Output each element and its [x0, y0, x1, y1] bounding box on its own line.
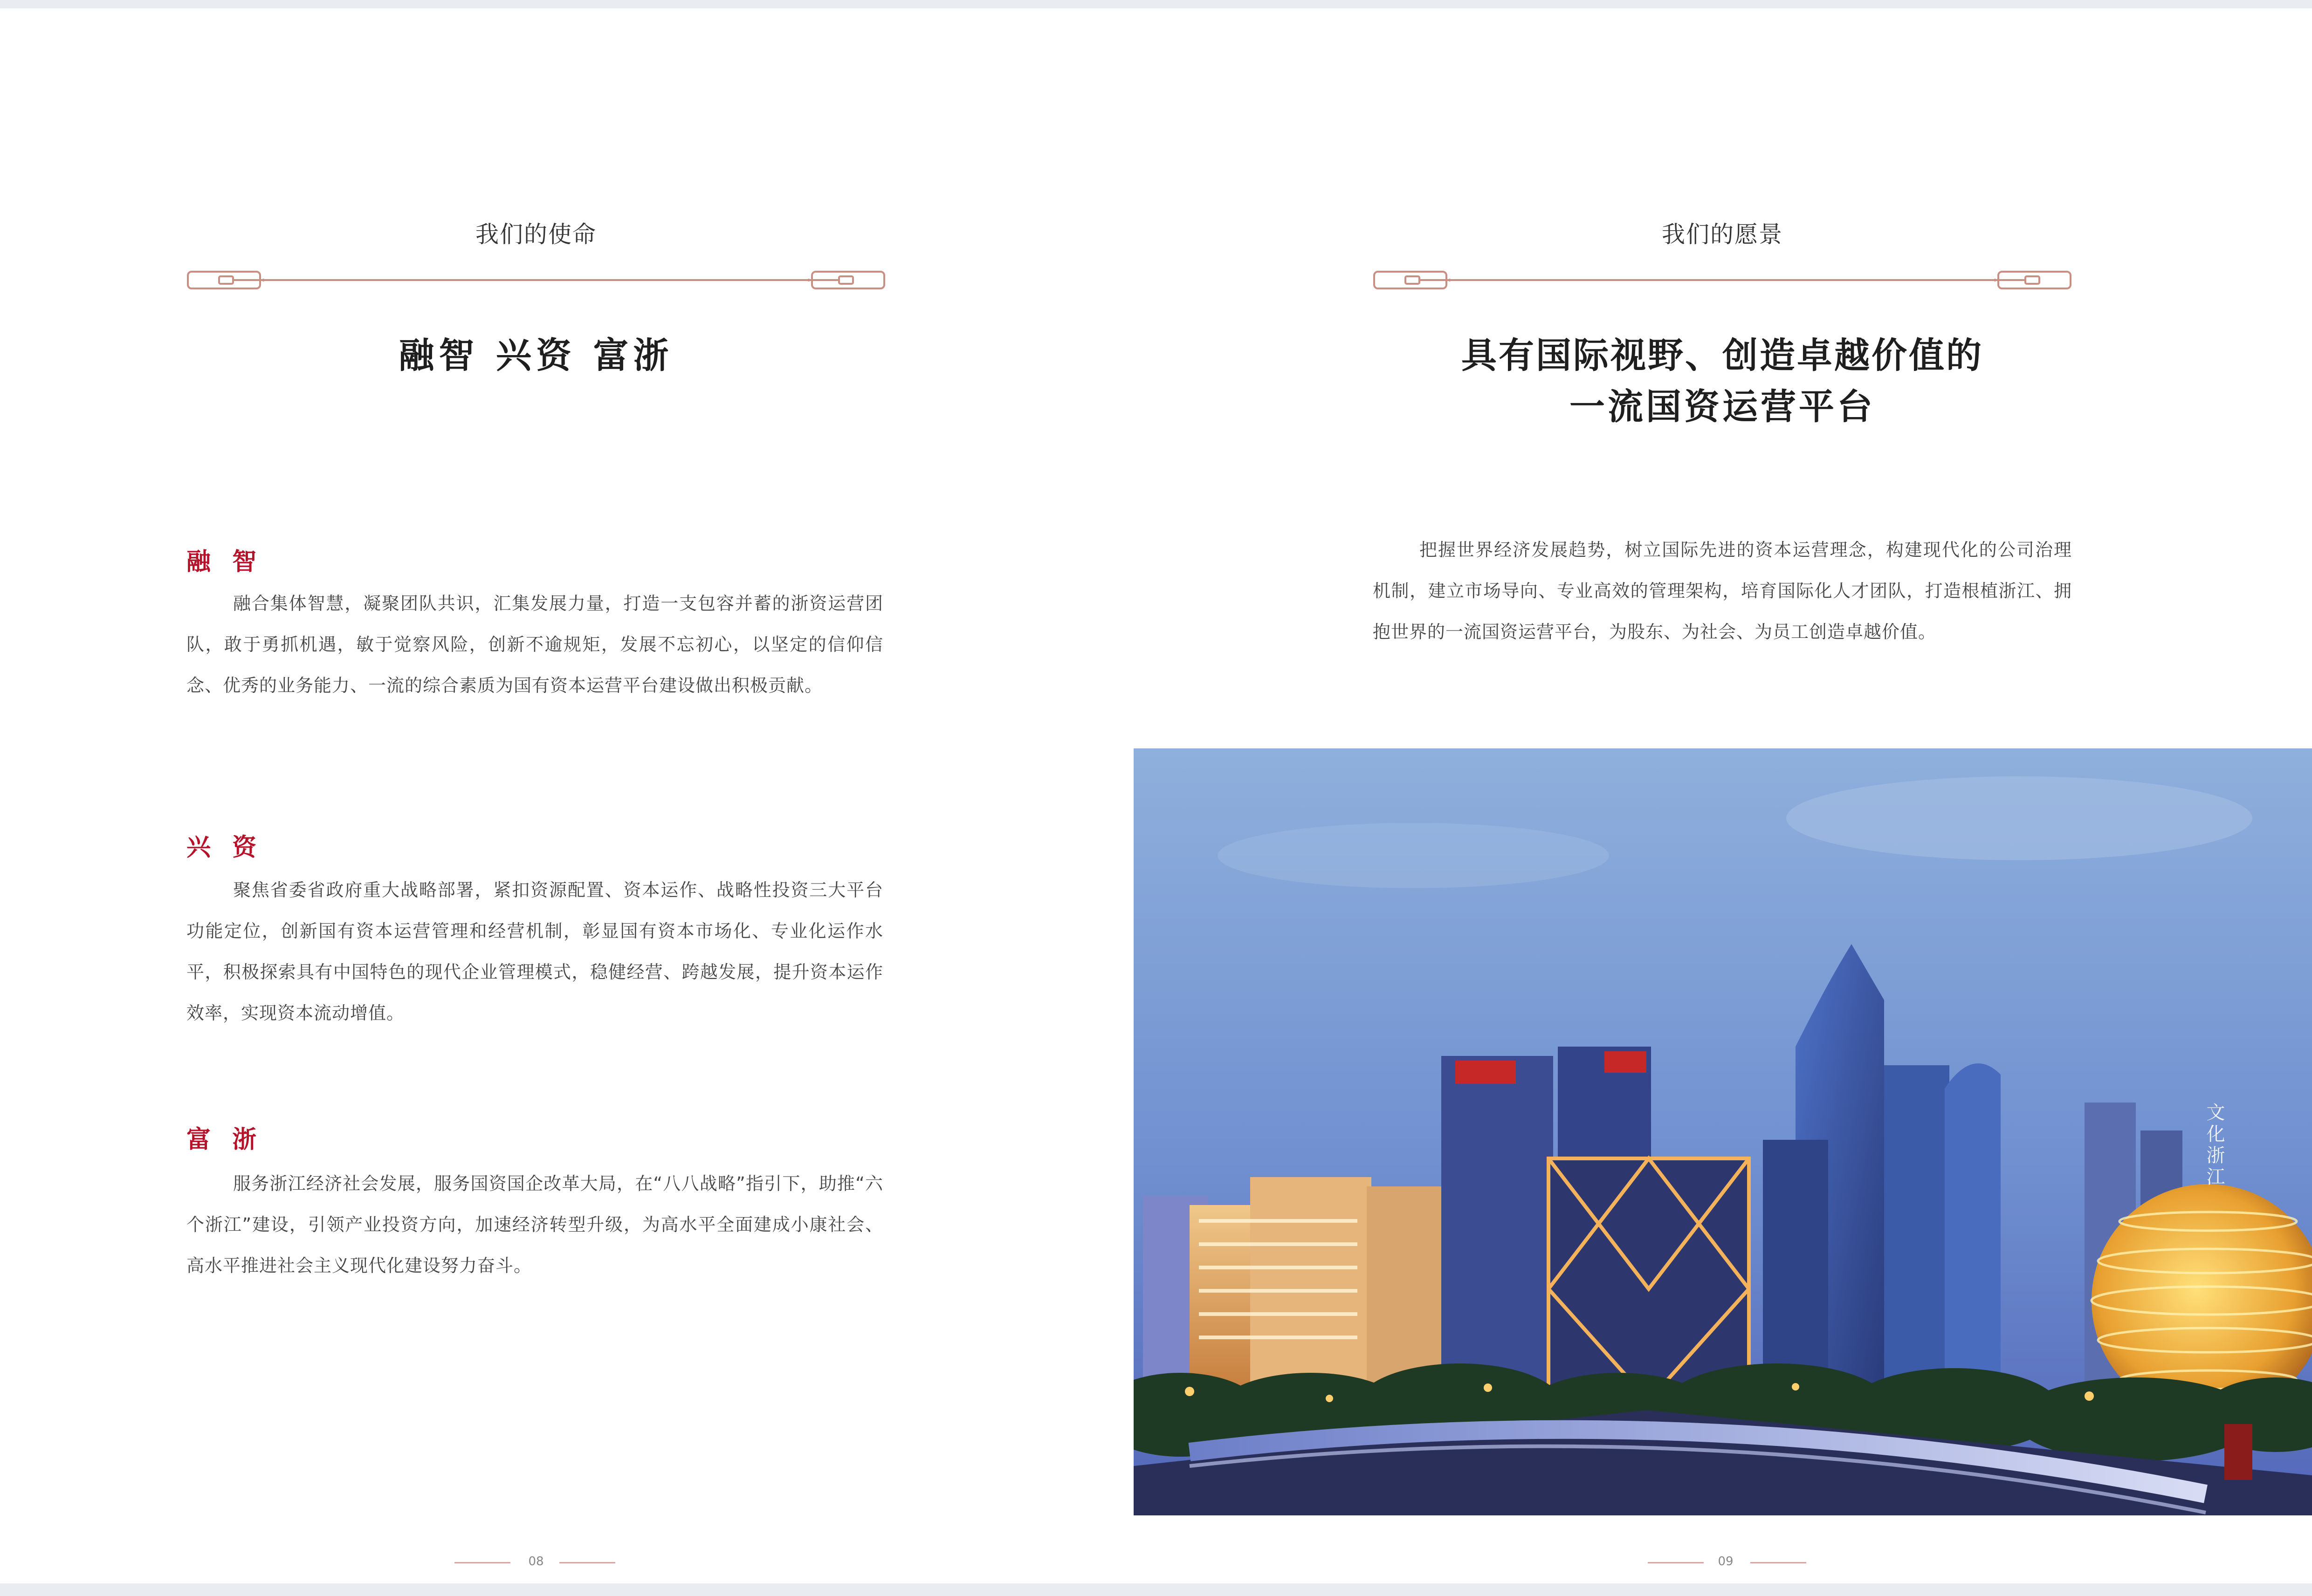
page-number-rule-left	[454, 1562, 510, 1563]
page-number-right: 09	[1718, 1555, 1734, 1569]
page-number-left: 08	[528, 1555, 544, 1569]
vision-divider	[1373, 266, 2072, 294]
mission-label: 我们的使命	[475, 221, 597, 248]
section-text-rongzhi: 融合集体智慧，凝聚团队共识，汇集发展力量，打造一支包容并蓄的浙资运营团队，敢于勇抓机遇，敏于觉察风险，创新不逾规矩，发展不忘初心，以坚定的信仰信念、优秀的业务能力、一流的综合素质为国有资本运营平台建设做出积极贡献。	[186, 593, 883, 696]
hangzhou-skyline-photo	[1134, 748, 2312, 1515]
section-title-fuzhe: 富 浙	[186, 1126, 263, 1154]
brochure-spread	[0, 8, 2312, 1583]
vision-headline-line2: 一流国资运营平台	[1569, 386, 1875, 427]
photo-caption: 文化浙江	[2203, 1103, 2225, 1188]
section-text-xingzi: 聚焦省委省政府重大战略部署，紧扣资源配置、资本运作、战略性投资三大平台功能定位，创新国有资本运营管理和经营机制，彰显国有资本市场化、专业化运作水平，积极探索具有中国特色的现代企业管理模式，稳健经营、跨越发展，提升资本运作效率，实现资本流动增值。	[186, 880, 883, 1023]
section-text-fuzhe: 服务浙江经济社会发展，服务国资国企改革大局，在“八八战略”指引下，助推“六个浙江”建设，引领产业投资方向，加速经济转型升级，为高水平全面建成小康社会、高水平推进社会主义现代化建设努力奋斗。	[186, 1173, 883, 1276]
section-title-rongzhi: 融 智	[186, 548, 263, 576]
vision-headline-line1: 具有国际视野、创造卓越价值的	[1461, 335, 1983, 376]
section-title-xingzi: 兴 资	[186, 834, 263, 862]
page-number-rule-left-2	[1648, 1562, 1704, 1563]
vision-text: 把握世界经济发展趋势，树立国际先进的资本运营理念，构建现代化的公司治理机制，建立市场导向、专业高效的管理架构，培育国际化人才团队，打造根植浙江、拥抱世界的一流国资运营平台，为股东、为社会、为员工创造卓越价值。	[1373, 540, 2072, 642]
mission-divider	[186, 266, 886, 294]
page-number-rule-right-2	[1750, 1562, 1806, 1563]
mission-headline: 融智 兴资 富浙	[399, 335, 674, 376]
vision-label: 我们的愿景	[1662, 221, 1783, 248]
page-number-rule-right	[559, 1562, 615, 1563]
mission-page	[0, 8, 1119, 1583]
